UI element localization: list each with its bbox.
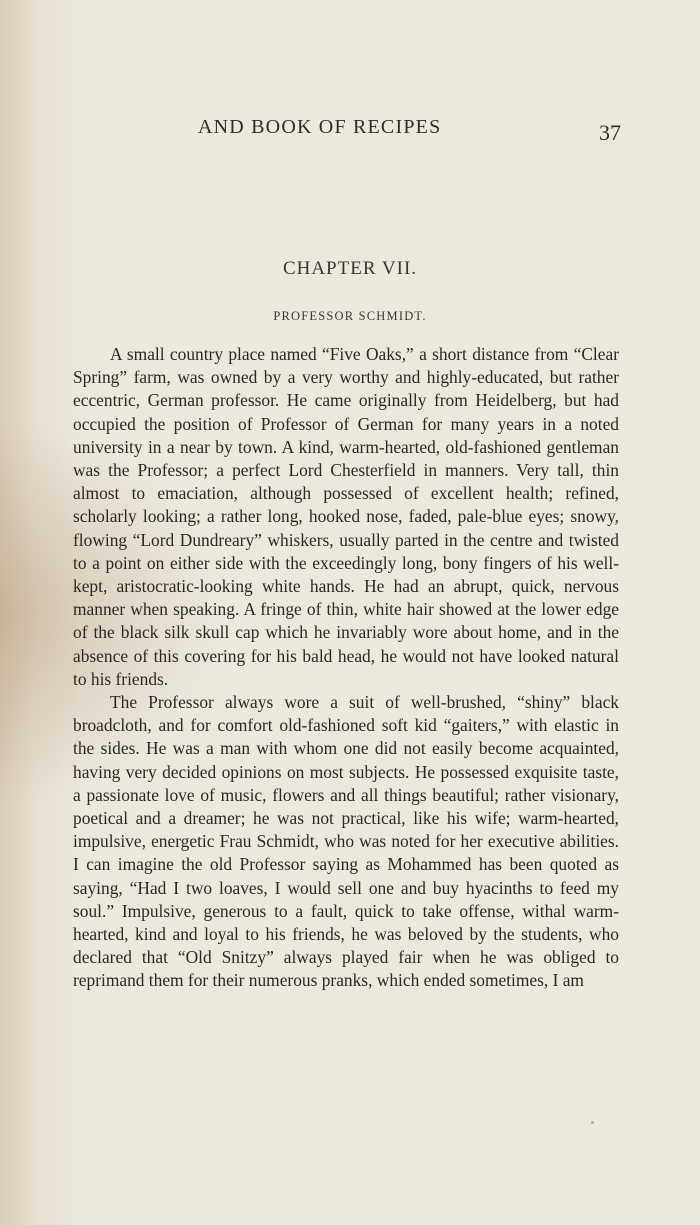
running-head: AND BOOK OF RECIPES [198, 116, 442, 138]
chapter-title: CHAPTER VII. [282, 258, 418, 279]
paper-speck [591, 1121, 594, 1124]
paragraph: The Professor always wore a suit of well-brushed, “shiny” black broadcloth, and for comfort old-fashioned soft kid “gaiters,” with elastic in the sides. He was a man with whom one did not easily become acquainted, having very decided opinions on most subjects. He possessed exquisite taste, a passionate love of music, flowers and all things beautiful; rather visionary, poetical and a dreamer; he was not practical, like his wife; warm-hearted, impulsive, energetic Frau Schmidt, who was noted for her executive abilities. I can imagine the old Professor saying as Mohammed has been quoted as saying, “Had I two loaves, I would sell one and buy hyacinths to feed my soul.” Impulsive, generous to a fault, quick to take offense, withal warm-hearted, kind and loyal to his friends, he was beloved by the students, who declared that “Old Snitzy” always played fair when he was obliged to reprimand them for their numerous pranks, which ended sometimes, I am [73, 692, 619, 991]
chapter-subtitle: PROFESSOR SCHMIDT. [273, 309, 427, 323]
paragraph: A small country place named “Five Oaks,” a short distance from “Clear Spring” farm, was owned by a very worthy and highly-educated, but rather eccentric, German professor. He came originally from Heidelberg, but had occupied the position of Professor of German for many years in a noted university in a near by town. A kind, warm-hearted, old-fashioned gentleman was the Professor; a perfect Lord Chesterfield in manners. Very tall, thin almost to emaciation, although possessed of excellent health; refined, scholarly looking; a rather long, hooked nose, faded, pale-blue eyes; snowy, flowing “Lord Dundreary” whiskers, usually parted in the centre and twisted to a point on either side with the exceedingly long, bony fingers of his well-kept, aristocratic-looking white hands. He had an abrupt, quick, nervous manner when speaking. A fringe of thin, white hair showed at the lower edge of the black silk skull cap which he invariably wore about home, and in the absence of this covering for his bald head, he would not have looked natural to his friends. [73, 344, 619, 689]
page-number: 37 [599, 120, 621, 145]
body-text [73, 343, 619, 993]
